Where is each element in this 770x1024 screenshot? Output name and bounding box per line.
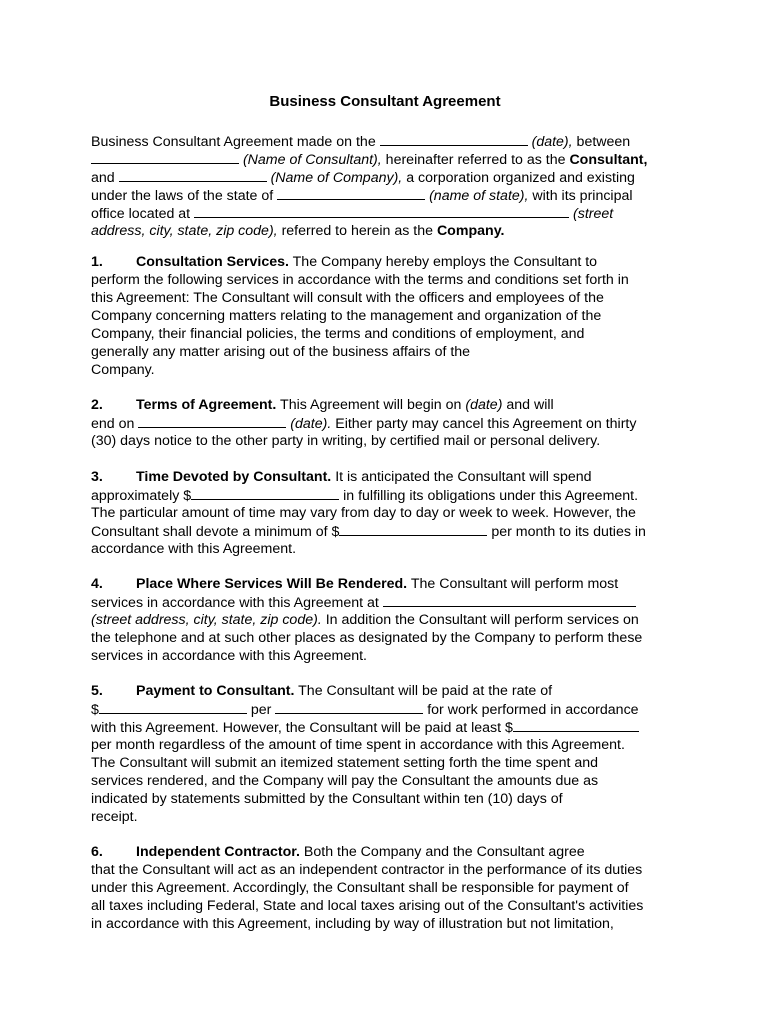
section-6-line: all taxes including Federal, State and local taxes arising out of the Consultant's activities	[91, 898, 644, 914]
section-2-heading-line: 2. Terms of Agreement. This Agreement will begin on (date) and will	[91, 397, 554, 413]
section-4-heading-line: 4. Place Where Services Will Be Rendered. The Consultant will perform most	[91, 576, 619, 592]
section-4-line: services in accordance with this Agreement at	[91, 593, 636, 611]
section-number: 2.	[91, 397, 103, 413]
section-heading: Payment to Consultant.	[136, 683, 295, 699]
intro-line-5: office located at (street	[91, 206, 614, 222]
section-6-line: under this Agreement. Accordingly, the Consultant shall be responsible for payment of	[91, 880, 629, 896]
company-name-blank[interactable]	[119, 168, 267, 182]
section-5-line: services rendered, and the Company will pay the Consultant the amounts due as	[91, 773, 599, 789]
section-3-line: approximately $ in fulfilling its obligations under this Agreement.	[91, 488, 639, 504]
section-1-line: generally any matter arising out of the business affairs of the	[91, 344, 471, 360]
state-blank[interactable]	[277, 186, 425, 200]
section-number: 6.	[91, 844, 103, 860]
intro-line-3: and (Name of Company), a corporation organized and existing	[91, 170, 635, 186]
section-heading: Terms of Agreement.	[136, 397, 277, 413]
section-6-line: in accordance with this Agreement, including by way of illustration but not limitation,	[91, 916, 614, 932]
section-3-line: accordance with this Agreement.	[91, 541, 297, 557]
section-3-line: The particular amount of time may vary from day to day or week to week. However, the	[91, 505, 636, 521]
section-heading: Independent Contractor.	[136, 844, 300, 860]
service-address-blank[interactable]	[383, 593, 636, 607]
section-1-line: this Agreement: The Consultant will consult with the officers and employees of the	[91, 290, 604, 306]
section-5-line: The Consultant will submit an itemized statement setting forth the time spent and	[91, 755, 599, 771]
intro-line-4: under the laws of the state of (name of state), with its principal	[91, 188, 633, 204]
time-amount-blank[interactable]	[191, 486, 339, 500]
section-1-line: Company concerning matters relating to the management and organization of the	[91, 308, 602, 324]
section-6-line: that the Consultant will act as an independent contractor in the performance of its duties	[91, 862, 643, 878]
section-1-line: Company, their financial policies, the terms and conditions of employment, and	[91, 326, 585, 342]
section-4-line: the telephone and at such other places as designated by the Company to perform these	[91, 630, 643, 646]
rate-amount-blank[interactable]	[99, 700, 247, 714]
section-5-line: per month regardless of the amount of time spent in accordance with this Agreement.	[91, 737, 625, 753]
section-2-line: (30) days notice to the other party in writing, by certified mail or personal delivery.	[91, 433, 601, 449]
intro-line-2: (Name of Consultant), hereinafter referred to as the Consultant,	[91, 150, 647, 168]
minimum-payment-blank[interactable]	[513, 718, 639, 732]
section-5-line: indicated by statements submitted by the Consultant within ten (10) days of	[91, 791, 563, 807]
section-1-heading-line: 1. Consultation Services. The Company hereby employs the Consultant to	[91, 254, 598, 270]
section-5-line: receipt.	[91, 809, 138, 825]
section-number: 3.	[91, 469, 103, 485]
section-heading: Place Where Services Will Be Rendered.	[136, 576, 408, 592]
section-5-line: with this Agreement. However, the Consultant will be paid at least $	[91, 718, 639, 736]
section-number: 1.	[91, 254, 103, 270]
document-title: Business Consultant Agreement	[269, 93, 501, 110]
consultant-name-blank[interactable]	[91, 150, 239, 164]
date-blank[interactable]	[380, 132, 528, 146]
intro-line-1: Business Consultant Agreement made on the (date), between	[91, 134, 631, 150]
section-1-line: Company.	[91, 362, 155, 378]
minimum-amount-blank[interactable]	[339, 522, 487, 536]
section-number: 4.	[91, 576, 103, 592]
rate-period-blank[interactable]	[275, 700, 423, 714]
section-2-line: end on (date). Either party may cancel this Agreement on thirty	[91, 416, 637, 432]
section-5-heading-line: 5. Payment to Consultant. The Consultant will be paid at the rate of	[91, 683, 553, 699]
office-address-blank[interactable]	[194, 204, 569, 218]
section-4-line: services in accordance with this Agreement.	[91, 648, 367, 664]
section-1-line: perform the following services in accordance with the terms and conditions set forth in	[91, 272, 629, 288]
end-date-blank[interactable]	[138, 414, 286, 428]
intro-line-6: address, city, state, zip code), referred to herein as the Company.	[91, 223, 505, 239]
section-3-heading-line: 3. Time Devoted by Consultant. It is anticipated the Consultant will spend	[91, 469, 592, 485]
section-heading: Time Devoted by Consultant.	[136, 469, 332, 485]
section-number: 5.	[91, 683, 103, 699]
section-4-line: (street address, city, state, zip code). In addition the Consultant will perform services on	[91, 612, 639, 628]
section-5-line: $ per for work performed in accordance	[91, 702, 639, 718]
section-3-line: Consultant shall devote a minimum of $ per month to its duties in	[91, 524, 646, 540]
section-heading: Consultation Services.	[136, 254, 289, 270]
section-6-heading-line: 6. Independent Contractor. Both the Company and the Consultant agree	[91, 844, 585, 860]
